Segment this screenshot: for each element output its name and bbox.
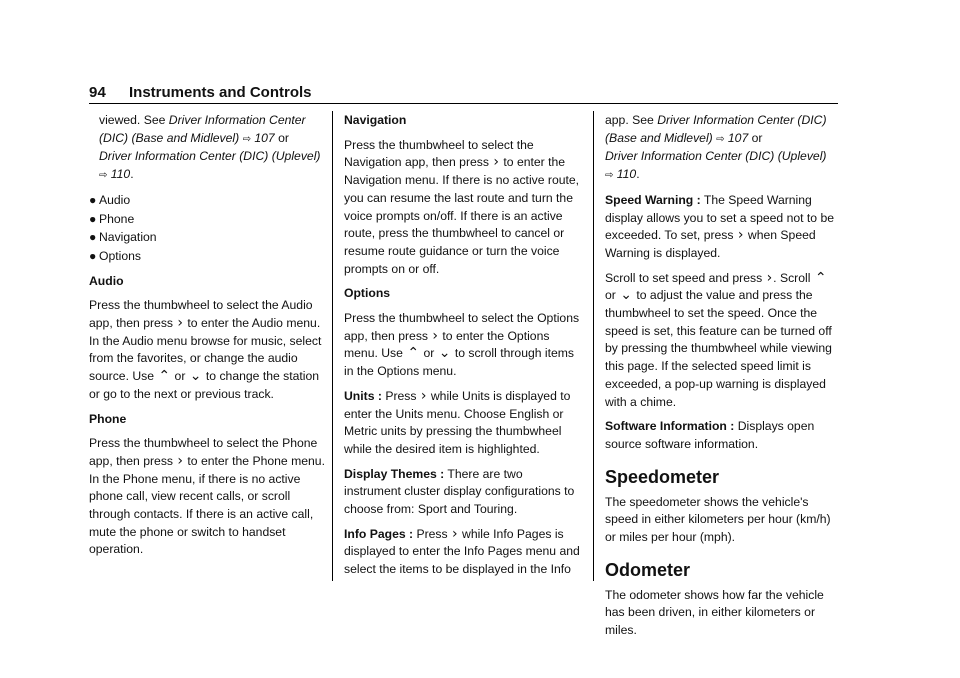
page-header (89, 84, 838, 104)
column-divider-1 (332, 111, 333, 581)
page-ref-107[interactable]: 107 (254, 130, 275, 145)
chevron-up-icon: ⌃ (158, 368, 171, 385)
list-item: ● Navigation (89, 229, 325, 247)
page-ref-110: 110 (110, 167, 131, 182)
info-pages-paragraph: Info Pages : Press › while Info Pages is displayed to enter the Info Pages menu and select the items to be displayed in the Info (344, 525, 580, 577)
chevron-right-icon: › (432, 327, 439, 344)
column-2 (344, 112, 580, 586)
chevron-right-icon: › (766, 269, 773, 286)
column-3 (605, 112, 841, 647)
page-number: 94 (89, 84, 107, 101)
chevron-right-icon: › (420, 387, 427, 404)
software-info-paragraph: Software Information : Displays open source software information. (605, 419, 815, 451)
navigation-heading: Navigation (344, 113, 407, 127)
column-divider-2 (593, 111, 594, 581)
speedometer-heading: Speedometer (605, 466, 720, 487)
options-paragraph: Press the thumbwheel to select the Options app, then press › to enter the Options menu. Use ⌃ or ⌄ to scroll through items in the Options menu. (344, 311, 580, 379)
dic-base-link[interactable]: Driver Information Center (DIC) (Base and Midlevel) (605, 113, 827, 145)
section-title: Instruments and Controls (129, 84, 312, 101)
continued-paragraph: app. See Driver Information Center (DIC) (Base and Midlevel) ⇨ 107 or Driver Information Center (DIC) (Uplevel) ⇨ 110. (605, 112, 841, 185)
display-themes-paragraph: Display Themes : There are two instrument cluster display configurations to choose from: Sport and Touring. (344, 466, 575, 517)
chevron-right-icon: › (737, 227, 744, 244)
page-ref-icon: ⇨ (99, 170, 108, 182)
list-item: ● Audio (89, 192, 325, 210)
odometer-heading: Odometer (605, 559, 691, 580)
chevron-up-icon: ⌃ (814, 269, 827, 286)
page-ref-107[interactable]: 107 (727, 130, 749, 145)
display-themes-label: Display Themes : (344, 466, 445, 481)
bullet-icon: ● (89, 248, 97, 263)
audio-heading: Audio (89, 273, 124, 288)
options-heading: Options (344, 286, 391, 301)
list-item: ● Phone (89, 211, 325, 229)
phone-paragraph: Press the thumbwheel to select the Phone app, then press › to enter the Phone menu. In the Phone menu, if there is no active phone call, view recent calls, or scroll through contacts. If there is an active call, mute the phone or switch to handset operation. (89, 436, 325, 557)
bullet-icon: ● (89, 192, 97, 207)
page-ref-icon: ⇨ (716, 133, 725, 145)
units-paragraph: Units : Press › while Units is displayed to enter the Units menu. Choose English or Metric units by pressing the thumbwheel while the desired item is highlighted. (344, 387, 571, 456)
dic-uplevel-link[interactable]: Driver Information Center (DIC) (Uplevel) (605, 149, 827, 164)
phone-heading: Phone (89, 411, 127, 426)
header-rule (89, 103, 838, 104)
chevron-right-icon: › (493, 154, 499, 171)
speed-warning-paragraph: Speed Warning : The Speed Warning display allows you to set a speed not to be exceeded. To set, press › when Speed Warning is displayed. (605, 192, 834, 260)
odometer-paragraph: The odometer shows how far the vehicle has been driven, in either kilometers or miles. (605, 587, 824, 638)
list-item: ● Options (89, 248, 325, 266)
software-info-label: Software Information : (605, 419, 735, 434)
bullet-icon: ● (89, 230, 97, 245)
chevron-down-icon: ⌄ (620, 287, 632, 304)
page-ref-110: 110 (616, 167, 637, 182)
bullet-icon: ● (89, 211, 97, 226)
speedometer-paragraph: The speedometer shows the vehicle's speed in either kilometers per hour (km/h) or miles per hour (mph). (605, 494, 831, 545)
app-list (89, 192, 325, 266)
chevron-right-icon: › (177, 315, 184, 332)
chevron-right-icon: › (452, 525, 458, 542)
dic-uplevel-link[interactable]: Driver Information Center (DIC) (Uplevel) (99, 149, 321, 164)
navigation-paragraph: Press the thumbwheel to select the Navigation app, then press › to enter the Navigation menu. If there is no active route, you can resume the last route and turn the voice prompts on/off. If there is an active route, press the thumbwheel to cancel or resume route guidance or turn the voice prompts on or off. (344, 137, 580, 276)
chevron-down-icon: ⌄ (189, 368, 202, 385)
column-1 (89, 112, 325, 566)
intro-paragraph: viewed. See Driver Information Center (DIC) (Base and Midlevel) ⇨ 107 or Driver Information Center (DIC) (Uplevel) ⇨ 110. (89, 112, 325, 185)
info-pages-label: Info Pages : (344, 526, 414, 541)
units-label: Units : (344, 388, 382, 403)
dic-base-link[interactable]: Driver Information Center (DIC) (Base and Midlevel) (99, 113, 306, 145)
page-ref-icon: ⇨ (605, 170, 614, 182)
audio-paragraph: Press the thumbwheel to select the Audio app, then press › to enter the Audio menu. In the Audio menu browse for music, select from the favorites, or change the audio source. Use ⌃ or ⌄ to change the station or go to the next or previous track. (89, 298, 322, 401)
page-ref-icon: ⇨ (242, 133, 251, 145)
scroll-paragraph: Scroll to set speed and press ›. Scroll ⌃ or ⌄ to adjust the value and press the thumbwheel to set the speed. Once the speed is set, this feature can be turned off by pressing the thumbwheel while viewing this page. If the selected speed limit is exceeded, a pop-up warning is displayed with a chime. (605, 269, 832, 409)
chevron-down-icon: ⌄ (438, 345, 451, 362)
chevron-right-icon: › (177, 452, 184, 469)
chevron-up-icon: ⌃ (407, 345, 420, 362)
speed-warning-label: Speed Warning : (605, 192, 701, 207)
